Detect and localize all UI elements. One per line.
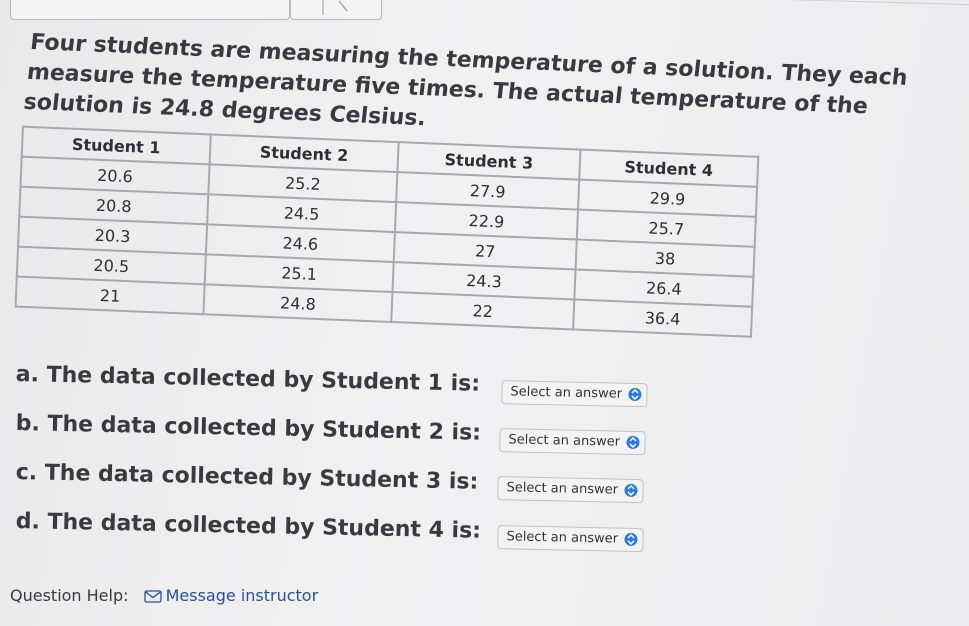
select-text: Select an answer <box>506 480 619 498</box>
chevron-updown-icon <box>628 388 641 401</box>
question-help <box>10 586 318 605</box>
question-content <box>21 28 952 345</box>
message-instructor-label: Message instructor <box>165 586 319 605</box>
answer-select-a[interactable] <box>501 380 647 407</box>
select-text: Select an answer <box>508 432 621 450</box>
temperature-table <box>15 126 760 338</box>
answer-label-d: d. The data collected by Student 4 is: <box>15 509 482 544</box>
top-toolbar <box>0 0 969 22</box>
table-cell: 20.3 <box>18 217 207 255</box>
answer-list <box>16 362 716 558</box>
table-cell: 25.7 <box>577 210 756 247</box>
table-cell: 20.8 <box>19 187 208 225</box>
table-cell: 24.3 <box>392 262 575 299</box>
table-cell: 27.9 <box>396 172 579 209</box>
table-cell: 27 <box>394 232 577 269</box>
top-field[interactable] <box>10 0 290 20</box>
table-cell: 36.4 <box>573 299 752 336</box>
header-student-2: Student 2 <box>210 134 399 172</box>
answer-select-c[interactable] <box>497 476 643 503</box>
table-cell: 22.9 <box>395 202 578 239</box>
answer-label-b: b. The data collected by Student 2 is: <box>15 411 482 446</box>
chevron-right-icon <box>321 0 351 17</box>
table-cell: 24.8 <box>203 284 392 322</box>
question-text: Four students are measuring the temperature of a solution. They each measure the temperature five times. The actual temperature of the solution is 24.8 degrees Celsius. <box>22 29 909 132</box>
answer-label-c: c. The data collected by Student 3 is: <box>15 460 479 495</box>
chevron-updown-icon <box>624 484 637 497</box>
message-instructor-link[interactable] <box>144 586 319 605</box>
select-text: Select an answer <box>510 384 623 402</box>
header-student-4: Student 4 <box>579 150 758 187</box>
select-text: Select an answer <box>506 529 619 547</box>
table-cell: 24.6 <box>206 224 395 262</box>
header-student-3: Student 3 <box>397 142 580 179</box>
answer-select-d[interactable] <box>497 525 643 552</box>
mail-icon <box>144 590 162 603</box>
table-cell: 25.2 <box>208 164 397 202</box>
table-cell: 38 <box>576 240 755 277</box>
divider <box>392 0 969 6</box>
top-nav-button[interactable] <box>290 0 382 20</box>
help-label: Question Help: <box>10 586 129 605</box>
table-cell: 26.4 <box>574 269 753 306</box>
header-student-1: Student 1 <box>22 127 211 165</box>
table-cell: 20.5 <box>17 247 206 285</box>
chevron-updown-icon <box>626 436 639 449</box>
chevron-updown-icon <box>624 533 637 546</box>
table-cell: 24.5 <box>207 194 396 232</box>
table-cell: 21 <box>16 277 205 315</box>
table-cell: 29.9 <box>578 180 757 217</box>
table-cell: 20.6 <box>20 157 209 195</box>
answer-label-a: a. The data collected by Student 1 is: <box>15 362 481 397</box>
table-cell: 22 <box>391 292 574 329</box>
answer-select-b[interactable] <box>499 428 645 455</box>
table-cell: 25.1 <box>205 254 394 292</box>
